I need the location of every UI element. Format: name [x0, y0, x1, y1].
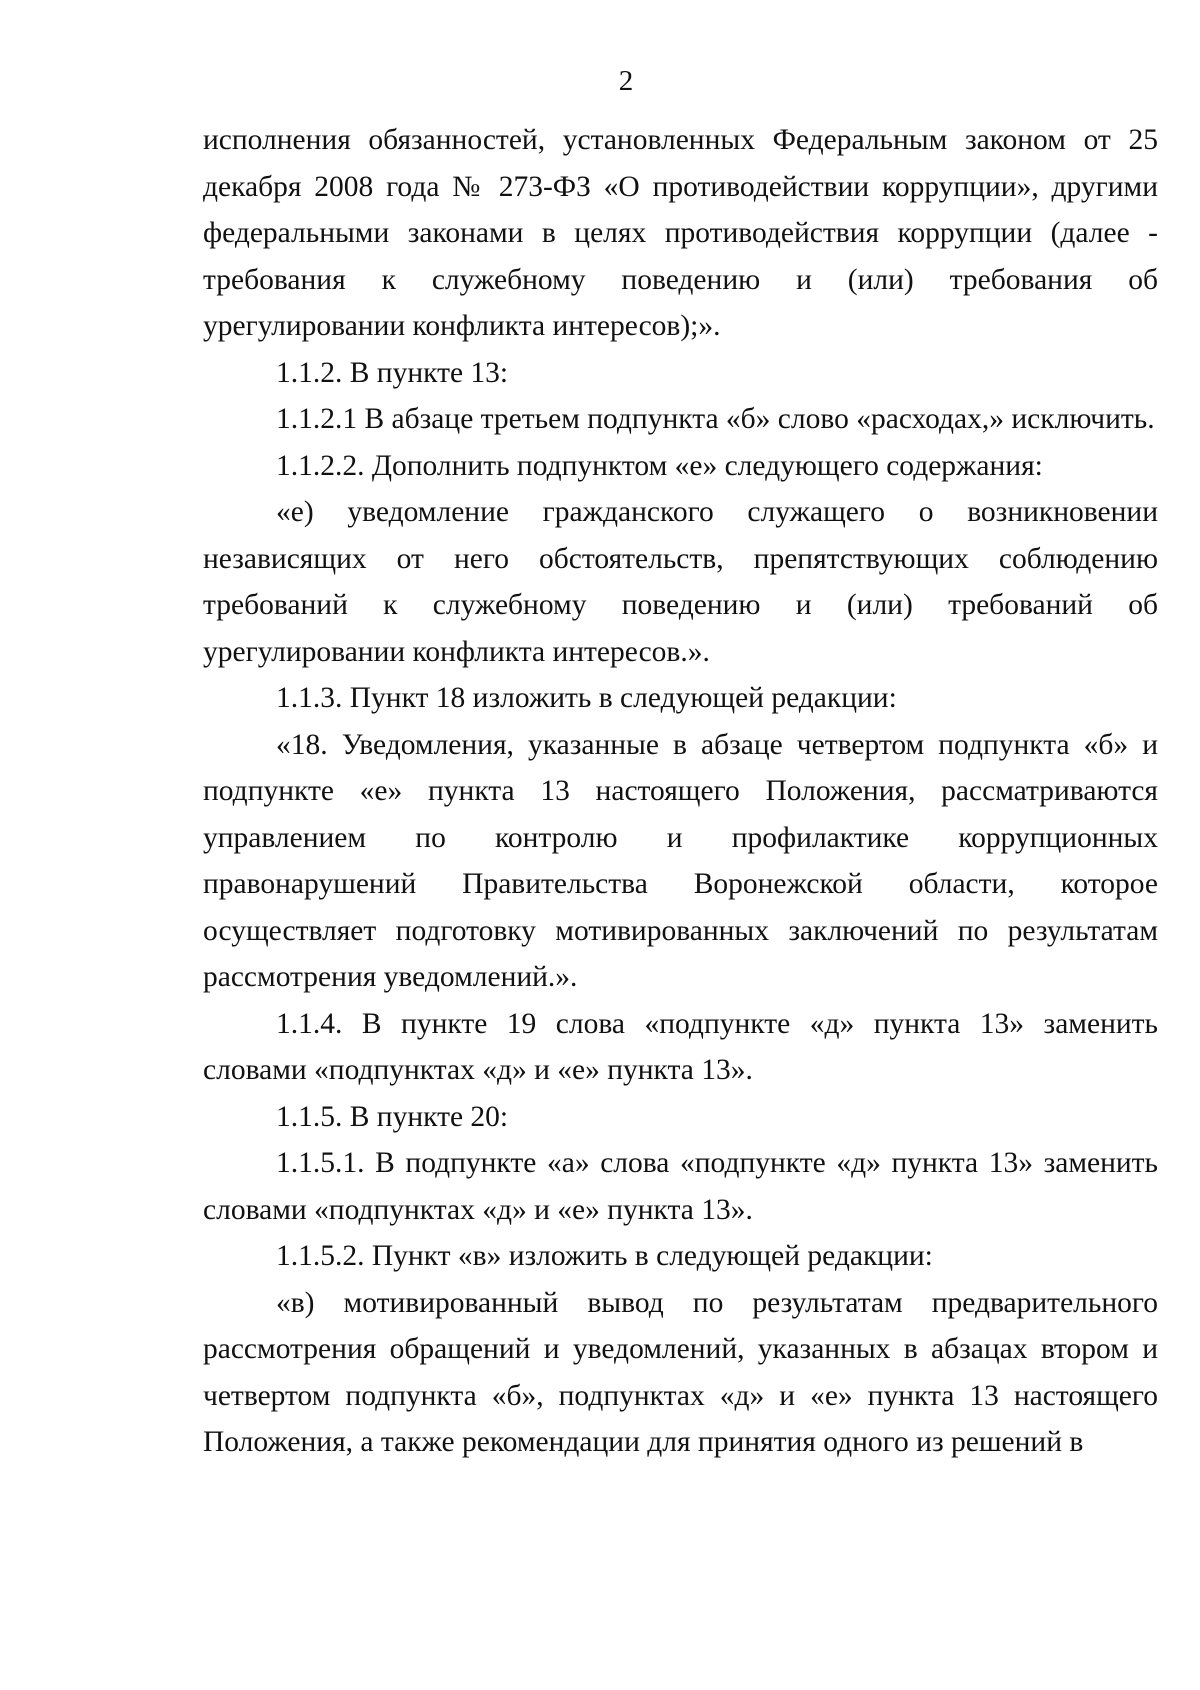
document-body — [203, 117, 1158, 1466]
paragraph-subitem-v: «в) мотивированный вывод по результатам предварительного рассмотрения обращений и уведомлений, указанных в абзацах втором и четвертом подпункта «б», подпунктах «д» и «е» пункта 13 настоящего Положения, а также рекомендации для принятия одного из решений в — [203, 1286, 1158, 1458]
paragraph-1-1-2: 1.1.2. В пункте 13: — [276, 356, 509, 389]
paragraph-subitem-e: «е) уведомление гражданского служащего о возникновении независящих от него обстоятельств, препятствующих соблюдению требований к служебному поведению и (или) требований об урегулировании конфликта интересов.». — [203, 496, 1158, 668]
paragraph-1-1-4: 1.1.4. В пункте 19 слова «подпункте «д» пункта 13» заменить словами «подпунктах «д» и «е» пункта 13». — [203, 1007, 1158, 1086]
paragraph-1-1-2-1: 1.1.2.1 В абзаце третьем подпункта «б» слово «расходах,» исключить. — [276, 403, 1155, 435]
paragraph-1-1-2-2: 1.1.2.2. Дополнить подпунктом «е» следующего содержания: — [276, 449, 1043, 482]
paragraph-continuation: исполнения обязанностей, установленных Федеральным законом от 25 декабря 2008 года № 273-ФЗ «О противодействии коррупции», другими федеральными законами в целях противодействия коррупции (далее - требования к служебному поведению и (или) требования об урегулировании конфликта интересов);». — [203, 124, 1158, 342]
paragraph-1-1-5-1: 1.1.5.1. В подпункте «а» слова «подпункте «д» пункта 13» заменить словами «подпунктах «д» и «е» пункта 13». — [203, 1147, 1158, 1226]
paragraph-1-1-5: 1.1.5. В пункте 20: — [276, 1100, 509, 1133]
page-number: 2 — [618, 65, 634, 97]
paragraph-1-1-5-2: 1.1.5.2. Пункт «в» изложить в следующей редакции: — [276, 1240, 933, 1272]
paragraph-1-1-3: 1.1.3. Пункт 18 изложить в следующей редакции: — [276, 682, 897, 714]
paragraph-item-18: «18. Уведомления, указанные в абзаце четвертом подпункта «б» и подпункте «е» пункта 13 настоящего Положения, рассматриваются управлением по контролю и профилактике коррупционных правонарушений Правительства Воронежской области, которое осуществляет подготовку мотивированных заключений по результатам рассмотрения уведомлений.». — [203, 728, 1158, 993]
